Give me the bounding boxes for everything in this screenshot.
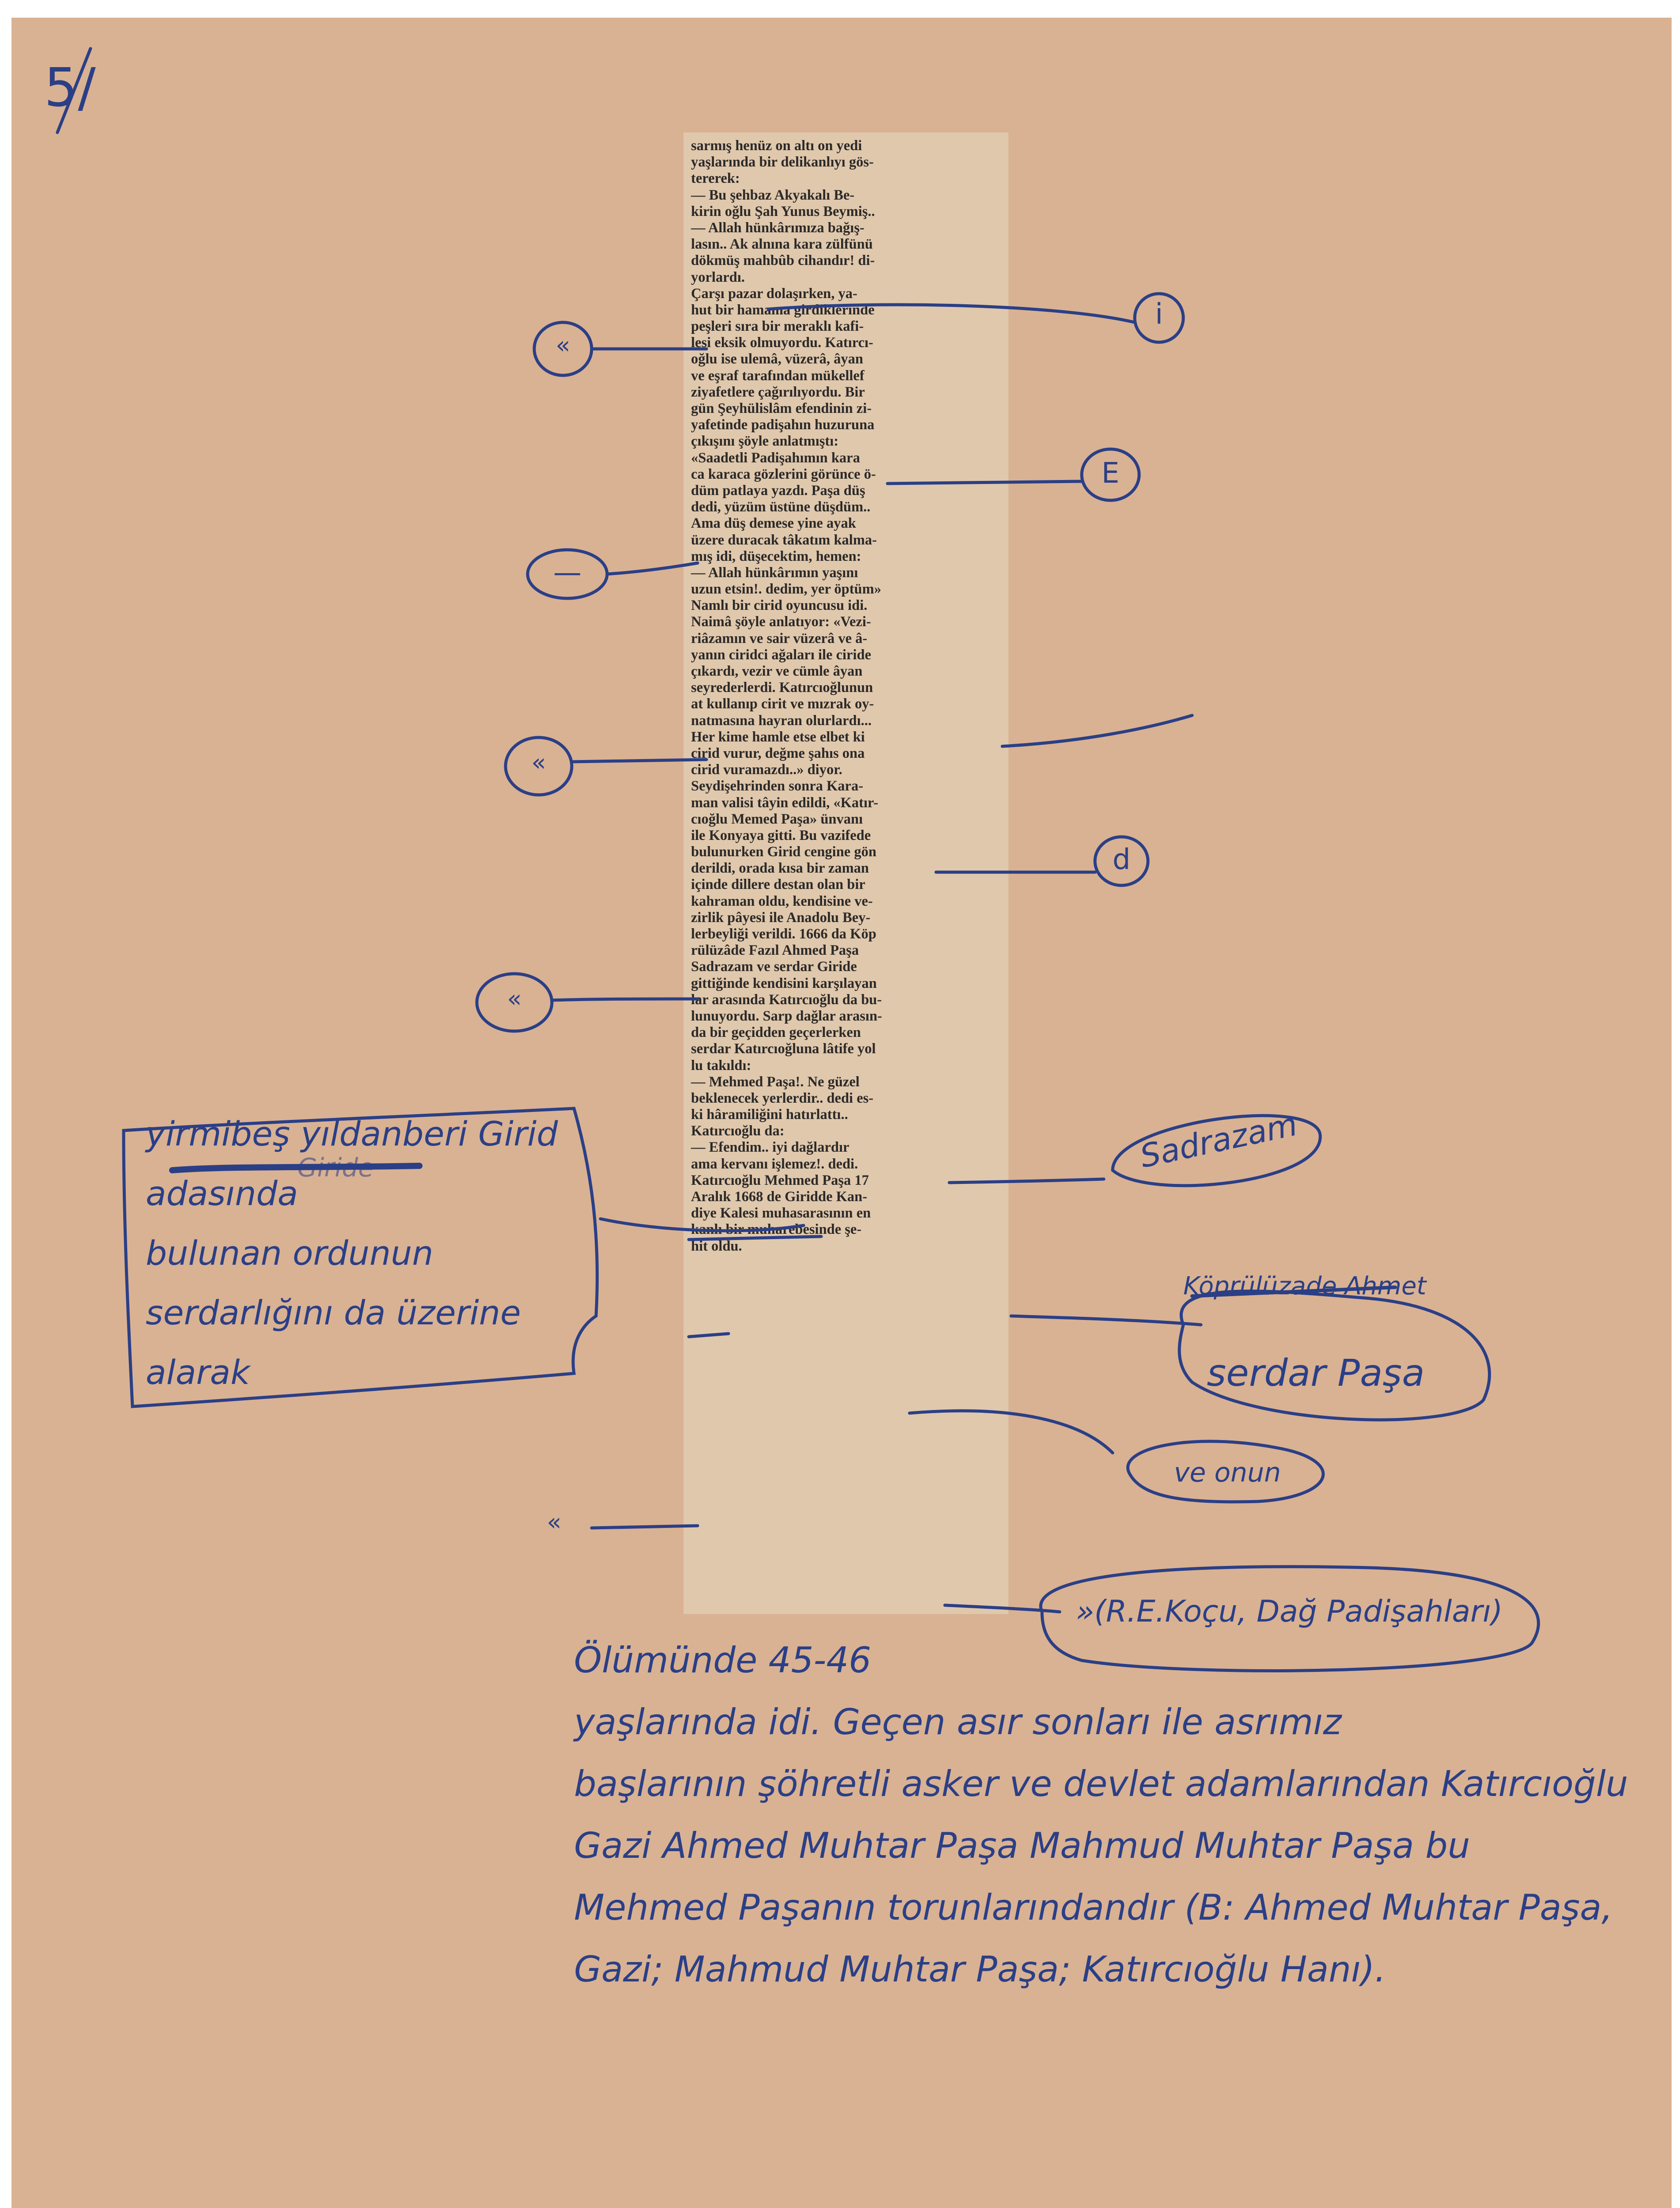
serdar-pasa-note: serdar Paşa	[1207, 1351, 1425, 1395]
line-sadrazam	[949, 1179, 1104, 1183]
box-note-crossed-word: Giride	[297, 1153, 374, 1183]
line-e	[887, 481, 1082, 484]
mark-d: d	[1112, 843, 1131, 876]
mark-quote-1: «	[555, 331, 570, 359]
mark-i: i	[1155, 298, 1163, 331]
line-quote-4	[592, 1526, 698, 1528]
sadrazam-note: Sadrazam	[1136, 1105, 1301, 1175]
strike-serdar	[689, 1334, 729, 1337]
line-dash	[607, 563, 698, 574]
strike-sadrazam-serdar	[689, 1236, 821, 1240]
mark-quote-4: «	[547, 1508, 562, 1536]
serdar-crossed-note: Köprülüzade Ahmet	[1183, 1272, 1427, 1301]
line-quote-3	[552, 999, 698, 1000]
mark-quote-2: «	[531, 749, 546, 776]
line-box	[600, 1219, 804, 1231]
bottom-note: Ölümünde 45-46 yaşlarında idi. Geçen asır sonları ile asrımız başlarının şöhretli asker ve devlet adamlarından Katırcıoğlu Gazi Ahmed Muhtar Paşa Mahmud Muhtar Paşa bu Mehmed Paşanın torunlarındandır (B: Ahmed Muhtar Paşa, Gazi; Mahmud Muhtar Paşa; Katırcıoğlu Hanı).	[574, 1640, 1628, 1990]
page-number: 5/	[44, 57, 96, 119]
clipping-text: sarmış henüz on altı on yedi yaşlarında bir delikanlıyı gös- tererek: — Bu şehbaz Akyakalı Be- kirin oğlu Şah Yunus Beymiş.. — Allah hünkârımıza bağış- lasın.. Ak alnına kara zülfünü dökmüş mahbûb cihandır! di- yorlardı. Çarşı pazar dolaşırken, ya- hut bir hamama girdiklerinde peşleri sıra bir meraklı kafi- lesi eksik olmuyordu. Katırcı- oğlu ise ulemâ, vüzerâ, âyan ve eşraf tarafından mükellef ziyafetlere çağırılıyordu. Bir gün Şeyhülislâm efendinin zi- yafetinde padişahın huzuruna çıkışını şöyle anlatmıştı: «Saadetli Padişahımın kara ca karaca gözlerini görünce ö- düm patlaya yazdı. Paşa düş dedi, yüzüm üstüne düşdüm.. Ama düş demese yine ayak üzere duracak tâkatım kalma- mış idi, düşecektim, hemen: — Allah hünkârımın yaşını uzun etsin!. dedim, yer öptüm» Namlı bir cirid oyuncusu idi. Naimâ şöyle anlatıyor: «Vezi- riâzamın ve sair vüzerâ ve â- yanın ciridci ağaları ile ciride çıkardı, vezir ve cümle âyan seyrederlerdi. Katırcıoğlunun at kullanıp cirit ve mızrak oy- natmasına hayran olurlardı... Her kime hamle etse elbet ki cirid vurur, değme şahıs ona cirid vuramazdı..» diyor. Seydişehrinden sonra Kara- man valisi tâyin edildi, «Katır- cıoğlu Memed Paşa» ünvanı ile Konyaya gitti. Bu vazifede bulunurken Girid cengine gön derildi, orada kısa bir zaman içinde dillere destan olan bir kahraman oldu, kendisine ve- zirlik pâyesi ile Anadolu Bey- lerbeyliği verildi. 1666 da Köp rülüzâde Fazıl Ahmed Paşa Sadrazam ve serdar Giride gittiğinde kendisini karşılayan lar arasında Katırcıoğlu da bu- lunuyordu. Sarp dağlar arasın- da bir geçidden geçerlerken serdar Katırcıoğluna lâtife yol lu takıldı: — Mehmed Paşa!. Ne güzel beklenecek yerlerdir.. dedi es- ki hâramiliğini hatırlattı.. Katırcıoğlu da: — Efendim.. iyi dağlardır ama kervanı işlemez!. dedi. Katırcıoğlu Mehmed Paşa 17 Aralık 1668 de Giridde Kan- diye Kalesi muhasarasının en kanlı bir muharebesinde şe- hit oldu.	[691, 138, 882, 1254]
line-page-num	[57, 49, 91, 132]
mark-dash: —	[553, 556, 581, 589]
mark-quote-3: «	[507, 985, 522, 1013]
line-quote-2	[572, 760, 706, 762]
source-note: »(R.E.Koçu, Dağ Padişahları)	[1076, 1594, 1503, 1629]
line-i	[768, 305, 1135, 322]
ve-onun-note: ve onun	[1174, 1457, 1281, 1488]
line-serdar	[1011, 1316, 1201, 1325]
line-right-mid	[1002, 715, 1192, 746]
box-note: yirmibeş yıldanberi Girid adasında bulunan ordunun serdarlığını da üzerine alarak	[146, 1114, 558, 1392]
mark-e: E	[1101, 457, 1120, 490]
line-ve-onun	[910, 1411, 1113, 1453]
